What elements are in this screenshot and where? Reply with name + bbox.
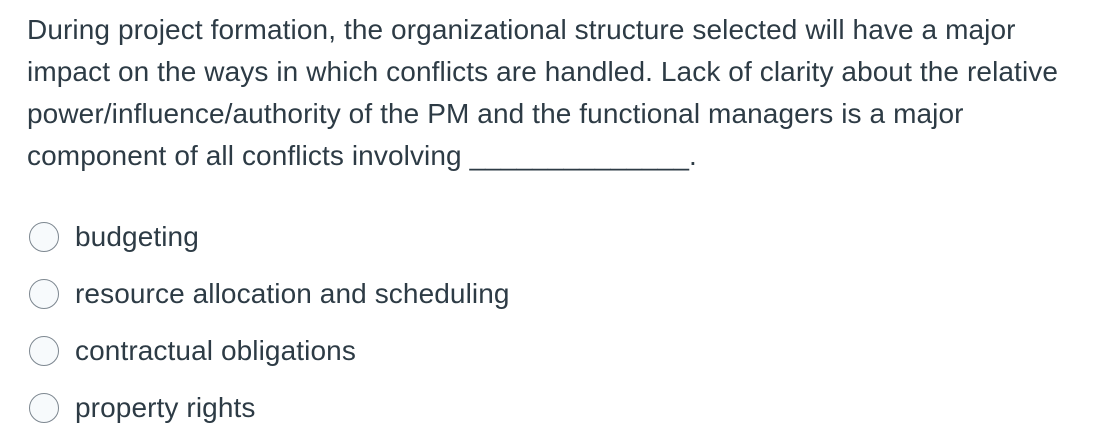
- question-text: [27, 9, 1091, 177]
- option-label[interactable]: contractual obligations: [75, 335, 356, 366]
- answer-option-contractual-obligations[interactable]: [29, 336, 1091, 366]
- radio-button-unselected-icon[interactable]: [29, 222, 59, 252]
- radio-button-unselected-icon[interactable]: [29, 279, 59, 309]
- question-line: component of all conflicts involving ______________.: [27, 140, 697, 171]
- option-label[interactable]: budgeting: [75, 221, 199, 252]
- option-label[interactable]: resource allocation and scheduling: [75, 278, 510, 309]
- answer-options-list: [29, 222, 1091, 423]
- answer-option-property-rights[interactable]: [29, 393, 1091, 423]
- option-label[interactable]: property rights: [75, 392, 256, 423]
- answer-option-budgeting[interactable]: [29, 222, 1091, 252]
- question-line: impact on the ways in which conflicts are handled. Lack of clarity about the relative: [27, 56, 1059, 87]
- radio-button-unselected-icon[interactable]: [29, 393, 59, 423]
- radio-button-unselected-icon[interactable]: [29, 336, 59, 366]
- answer-option-resource-allocation[interactable]: [29, 279, 1091, 309]
- question-line: power/influence/authority of the PM and the functional managers is a major: [27, 98, 964, 129]
- question-line: During project formation, the organizational structure selected will have a major: [27, 14, 1016, 45]
